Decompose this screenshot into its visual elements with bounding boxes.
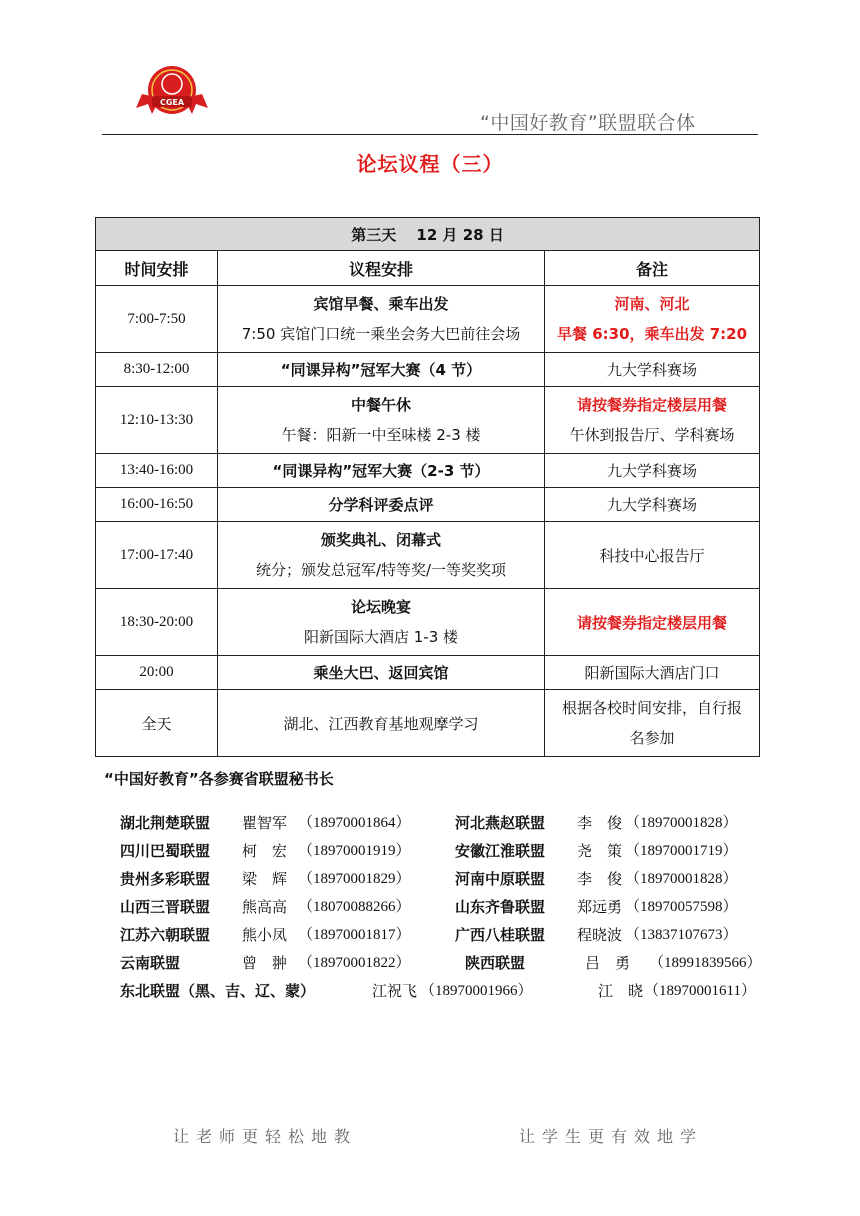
note-text: 根据各校时间安排，自行报 — [562, 699, 743, 717]
row-agenda — [218, 454, 545, 488]
contact-phone: （13837107673） — [625, 927, 738, 943]
row-notes — [545, 589, 760, 656]
contact-phone: （18970001966） — [420, 983, 533, 999]
table-row — [96, 286, 760, 353]
row-notes: 九大学科赛场 — [545, 488, 760, 522]
contact-name: 江 晓 — [598, 982, 644, 1000]
row-time: 8:30-12:00 — [96, 353, 218, 387]
row-agenda — [218, 353, 545, 387]
contact-phone: （18970001864） — [298, 815, 411, 831]
row-notes — [545, 286, 760, 353]
contact-name: 熊小凤 — [242, 926, 288, 944]
agenda-item-title: 中餐午休 — [350, 396, 411, 414]
league-name: 东北联盟（黑、吉、辽、蒙） — [120, 982, 316, 1000]
row-agenda — [218, 286, 545, 353]
table-row — [96, 589, 760, 656]
row-agenda — [218, 589, 545, 656]
page-title: 论坛议程（三） — [356, 152, 504, 176]
contact-name: 程晓波 — [577, 926, 623, 944]
contact-name: 吕 勇 — [585, 954, 631, 972]
league-name: 河南中原联盟 — [455, 870, 546, 888]
contact-phone: （18970001828） — [625, 871, 738, 887]
row-time: 12:10-13:30 — [96, 387, 218, 454]
table-row — [96, 387, 760, 454]
contact-phone: （18970001828） — [625, 815, 738, 831]
row-notes: 科技中心报告厅 — [545, 522, 760, 589]
contact-phone: （18970057598） — [625, 899, 738, 915]
col-header-time: 时间安排 — [96, 251, 218, 286]
row-time: 17:00-17:40 — [96, 522, 218, 589]
row-notes: 九大学科赛场 — [545, 454, 760, 488]
contact-name: 曾 翀 — [242, 954, 288, 972]
note-highlight: 请按餐券指定楼层用餐 — [577, 613, 728, 632]
contact-name: 瞿智军 — [242, 814, 288, 832]
table-row — [96, 522, 760, 589]
agenda-item-title: 颁奖典礼、闭幕式 — [320, 531, 441, 549]
agenda-item-detail: 午餐：阳新一中至味楼 2-3 楼 — [281, 426, 481, 444]
col-header-notes: 备注 — [545, 251, 760, 286]
agenda-item-title: “同课异构”冠军大赛（4 节） — [280, 361, 482, 379]
row-agenda — [218, 488, 545, 522]
row-notes — [545, 387, 760, 454]
contact-name: 梁 辉 — [242, 870, 288, 888]
contact-phone: （18970001611） — [644, 983, 756, 999]
contact-phone: （18970001829） — [298, 871, 411, 887]
note-highlight: 早餐 6:30，乘车出发 7:20 — [556, 325, 748, 343]
league-name: 江苏六朝联盟 — [120, 926, 211, 944]
row-time: 全天 — [96, 690, 218, 757]
row-time: 13:40-16:00 — [96, 454, 218, 488]
contact-name: 郑远勇 — [577, 898, 623, 916]
contact-name: 江祝飞 — [372, 982, 418, 1000]
league-name: 陕西联盟 — [465, 954, 526, 972]
day-header: 第三天 12 月 28 日 — [96, 218, 760, 251]
league-name: 河北燕赵联盟 — [455, 814, 546, 832]
contact-name: 柯 宏 — [242, 842, 288, 860]
cgea-logo — [134, 64, 210, 120]
header-divider — [102, 134, 758, 135]
league-name: 广西八桂联盟 — [455, 926, 546, 944]
row-notes: 九大学科赛场 — [545, 353, 760, 387]
contact-phone: （18991839566） — [649, 955, 762, 971]
agenda-item-title: “同课异构”冠军大赛（2-3 节） — [272, 462, 490, 480]
league-name: 湖北荆楚联盟 — [120, 814, 211, 832]
table-row — [96, 488, 760, 522]
contacts-title: “中国好教育”各参赛省联盟秘书长 — [104, 770, 334, 788]
agenda-item-detail: 阳新国际大酒店 1-3 楼 — [303, 628, 459, 646]
org-title: “中国好教育”联盟联合体 — [480, 112, 696, 134]
league-name: 山东齐鲁联盟 — [455, 898, 546, 916]
agenda-item-detail: 统分；颁发总冠军/特等奖/一等奖奖项 — [255, 561, 507, 579]
row-agenda: 湖北、江西教育基地观摩学习 — [218, 690, 545, 757]
footer-slogan-left: 让老师更轻松地教 — [173, 1127, 358, 1146]
agenda-item-detail: 7:50 宾馆门口统一乘坐会务大巴前往会场 — [241, 325, 521, 343]
contact-phone: （18070088266） — [298, 899, 411, 915]
row-notes — [545, 690, 760, 757]
table-row — [96, 690, 760, 757]
contact-name: 李 俊 — [577, 814, 623, 832]
note-text: 午休到报告厅、学科赛场 — [569, 426, 735, 444]
row-agenda — [218, 522, 545, 589]
row-time: 7:00-7:50 — [96, 286, 218, 353]
row-time: 18:30-20:00 — [96, 589, 218, 656]
contact-phone: （18970001822） — [298, 955, 411, 971]
league-name: 贵州多彩联盟 — [120, 870, 211, 888]
row-notes: 阳新国际大酒店门口 — [545, 656, 760, 690]
league-name: 云南联盟 — [120, 954, 181, 972]
col-header-agenda: 议程安排 — [218, 251, 545, 286]
agenda-item-title: 论坛晚宴 — [350, 598, 411, 616]
table-row — [96, 656, 760, 690]
contact-name: 李 俊 — [577, 870, 623, 888]
table-row — [96, 353, 760, 387]
league-name: 山西三晋联盟 — [120, 898, 211, 916]
row-agenda — [218, 387, 545, 454]
contact-phone: （18970001817） — [298, 927, 411, 943]
contact-name: 尧 策 — [577, 842, 623, 860]
table-row — [96, 454, 760, 488]
agenda-table — [95, 217, 760, 757]
logo-text: CGEA — [159, 98, 185, 107]
agenda-item-title: 分学科评委点评 — [328, 496, 434, 514]
row-time: 20:00 — [96, 656, 218, 690]
contact-phone: （18970001719） — [625, 843, 738, 859]
contact-phone: （18970001919） — [298, 843, 411, 859]
league-name: 四川巴蜀联盟 — [120, 842, 211, 860]
row-agenda — [218, 656, 545, 690]
league-name: 安徽江淮联盟 — [455, 842, 546, 860]
agenda-item-title: 宾馆早餐、乘车出发 — [313, 295, 449, 313]
note-highlight: 请按餐券指定楼层用餐 — [577, 396, 728, 414]
agenda-item-title: 乘坐大巴、返回宾馆 — [313, 664, 449, 682]
note-highlight: 河南、河北 — [614, 295, 690, 313]
note-text: 名参加 — [629, 729, 675, 747]
row-time: 16:00-16:50 — [96, 488, 218, 522]
footer-slogan-right: 让学生更有效地学 — [519, 1127, 704, 1146]
contact-name: 熊高高 — [242, 898, 288, 916]
